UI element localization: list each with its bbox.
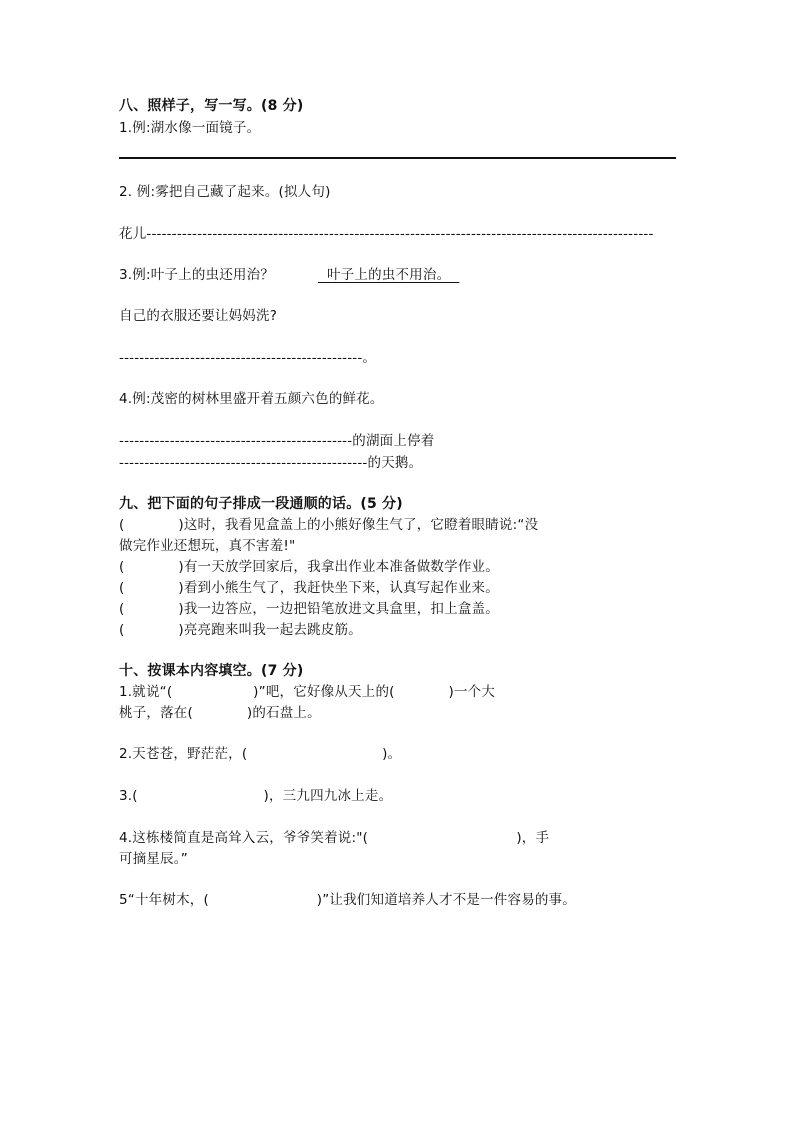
q8-2-example: 2. 例:雾把自己藏了起来。(拟人句) [119, 184, 331, 200]
q8-4-example: 4.例:茂密的树林里盛开着五颜六色的鲜花。 [119, 391, 384, 407]
q10-4-line-1: 4.这栋楼简直是高耸入云，爷爷笑着说:"( )，手 [119, 830, 550, 846]
q8-1-example: 1.例:湖水像一面镜子。 [119, 120, 261, 136]
q10-4-line-2: 可摘星辰。” [119, 851, 188, 867]
section10-title: 十、按课本内容填空。(7 分) [119, 663, 304, 679]
q10-1-line-2: 桃子，落在( )的石盘上。 [119, 705, 321, 721]
q10-2: 2.天苍苍，野茫茫，( )。 [119, 746, 402, 762]
section8-title: 八、照样子，写一写。(8 分) [119, 98, 304, 114]
q9-line-1: ( )这时，我看见盒盖上的小熊好像生气了，它瞪着眼睛说:“没 [119, 517, 539, 533]
q8-3-sentence: 自己的衣服还要让妈妈洗? [119, 308, 278, 324]
q8-1-answer-line [119, 157, 676, 159]
q9-line-1-cont: 做完作业还想玩，真不害羞!" [119, 538, 296, 554]
q8-4-blank-1: ----------------------------------------------的湖面上停着 [119, 433, 435, 449]
q9-line-3: ( )看到小熊生气了，我赶快坐下来，认真写起作业来。 [119, 580, 499, 596]
q8-3-blank: ------------------------------------------------。 [119, 350, 377, 366]
q9-line-2: ( )有一天放学回家后，我拿出作业本准备做数学作业。 [119, 559, 499, 575]
q9-line-5: ( )亮亮跑来叫我一起去跳皮筋。 [119, 622, 362, 638]
q8-3-example-answer: 叶子上的虫不用治。 [318, 267, 460, 283]
q10-5: 5“十年树木，( )”让我们知道培养人才不是一件容易的事。 [119, 892, 576, 908]
q10-3: 3.( )，三九四九冰上走。 [119, 788, 393, 804]
q8-4-blank-2: -------------------------------------------------的天鹅。 [119, 455, 423, 471]
q8-2-blank: 花儿---------------------------------------------------------------------------------------------------- [119, 226, 654, 242]
q10-1-line-1: 1.就说“( )”吧，它好像从天上的( )一个大 [119, 684, 496, 700]
q9-line-4: ( )我一边答应，一边把铅笔放进文具盒里，扣上盒盖。 [119, 601, 499, 617]
section9-title: 九、把下面的句子排成一段通顺的话。(5 分) [119, 496, 403, 512]
q8-3-example: 3.例:叶子上的虫还用治？ [119, 267, 275, 283]
